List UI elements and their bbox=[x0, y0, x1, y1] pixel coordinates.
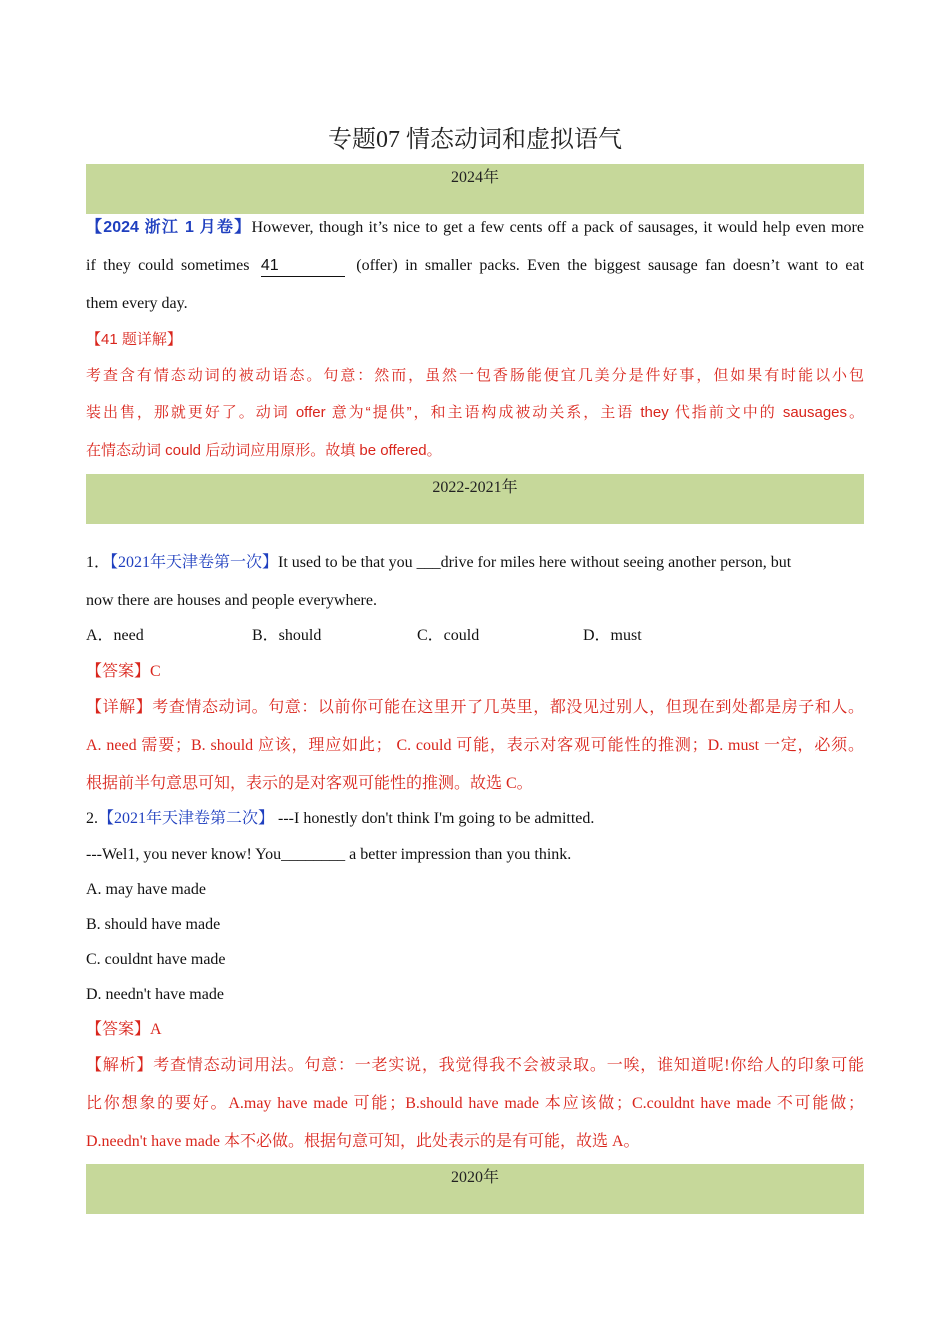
q2-number: 2. bbox=[86, 810, 98, 827]
q41-detail-line-2: 装出售，那就更好了。动词 offer 意为“提供”，和主语构成被动关系，主语 they 代指前文中的 sausages。 bbox=[86, 404, 864, 421]
q2-text-1: ---I honestly don't think I'm going to be admitted. bbox=[274, 810, 595, 827]
q1-detail-line-3: 根据前半句意思可知，表示的是对客观可能性的推测。故选 C。 bbox=[86, 775, 533, 792]
q41-detail-heading: 【41 题详解】 bbox=[86, 331, 182, 348]
q41-text-1: However, though it’s nice to get a few cents off a pack of sausages, it would help even more bbox=[251, 219, 864, 236]
q2-option-b: B. should have made bbox=[86, 916, 221, 933]
q41-detail-line-1: 考查含有情态动词的被动语态。句意：然而，虽然一包香肠能便宜几美分是件好事，但如果有时能以小包 bbox=[86, 367, 864, 384]
q41-text-2b: (offer) in smaller packs. Even the biggest sausage fan doesn’t want to eat bbox=[356, 257, 865, 274]
q2-line-2: ---Wel1, you never know! You________ a better impression than you think. bbox=[86, 846, 572, 863]
q41-detail-line-3: 在情态动词 could 后动词应用原形。故填 be offered。 bbox=[86, 442, 442, 459]
q2-line-1 bbox=[86, 807, 864, 831]
q1-number: 1． bbox=[86, 554, 111, 571]
q1-line-2: now there are houses and people everywhere. bbox=[86, 592, 377, 609]
q2-source-tag: 【2021年天津卷第二次】 bbox=[98, 810, 275, 827]
q1-detail-line-2: A. need 需要；B. should 应该，理应如此； C. could 可能，表示对客观可能性的推测；D. must 一定，必须。 bbox=[86, 737, 864, 754]
q41-text-2a: if they could sometimes bbox=[86, 257, 250, 274]
page-title: 专题07 情态动词和虚拟语气 bbox=[328, 127, 622, 153]
q41-blank: 41 bbox=[261, 256, 345, 277]
q1-option-b: B．should bbox=[252, 627, 322, 644]
q1-option-d: D．must bbox=[583, 627, 642, 644]
q1-text-1: It used to be that you ___drive for miles here without seeing another person, but bbox=[278, 554, 792, 571]
q1-options bbox=[86, 624, 864, 648]
section-header-2020: 2020年 bbox=[86, 1164, 864, 1214]
q1-line-1 bbox=[86, 551, 864, 575]
q1-answer: 【答案】C bbox=[86, 663, 161, 680]
q41-line-1 bbox=[86, 216, 864, 240]
q2-detail-line-1: 【解析】考查情态动词用法。句意：一老实说，我觉得我不会被录取。一唉，谁知道呢!你给人的印象可能 bbox=[86, 1057, 864, 1074]
section-header-2022-2021: 2022-2021年 bbox=[86, 474, 864, 524]
q1-detail-line-1: 【详解】考查情态动词。句意：以前你可能在这里开了几英里，都没见过别人，但现在到处都是房子和人。 bbox=[86, 699, 864, 716]
q2-option-a: A. may have made bbox=[86, 881, 206, 898]
q41-line-2 bbox=[86, 254, 864, 278]
q1-option-a: A．need bbox=[86, 627, 144, 644]
q2-answer: 【答案】A bbox=[86, 1021, 162, 1038]
q1-option-c: C．could bbox=[417, 627, 480, 644]
q2-detail-line-3: D.needn't have made 本不必做。根据句意可知，此处表示的是有可能，故选 A。 bbox=[86, 1133, 640, 1150]
q1-source-tag: 【2021年天津卷第一次】 bbox=[110, 554, 279, 571]
section-header-2024: 2024年 bbox=[86, 164, 864, 214]
q2-option-c: C. couldnt have made bbox=[86, 951, 226, 968]
q41-line-3: them every day. bbox=[86, 295, 188, 312]
q2-detail-line-2: 比你想象的要好。A.may have made 可能；B.should have made 本应该做；C.couldnt have made 不可能做； bbox=[86, 1095, 864, 1112]
q41-source-tag: 【2024 浙江 1 月卷】 bbox=[86, 219, 252, 236]
q2-option-d: D. needn't have made bbox=[86, 986, 224, 1003]
